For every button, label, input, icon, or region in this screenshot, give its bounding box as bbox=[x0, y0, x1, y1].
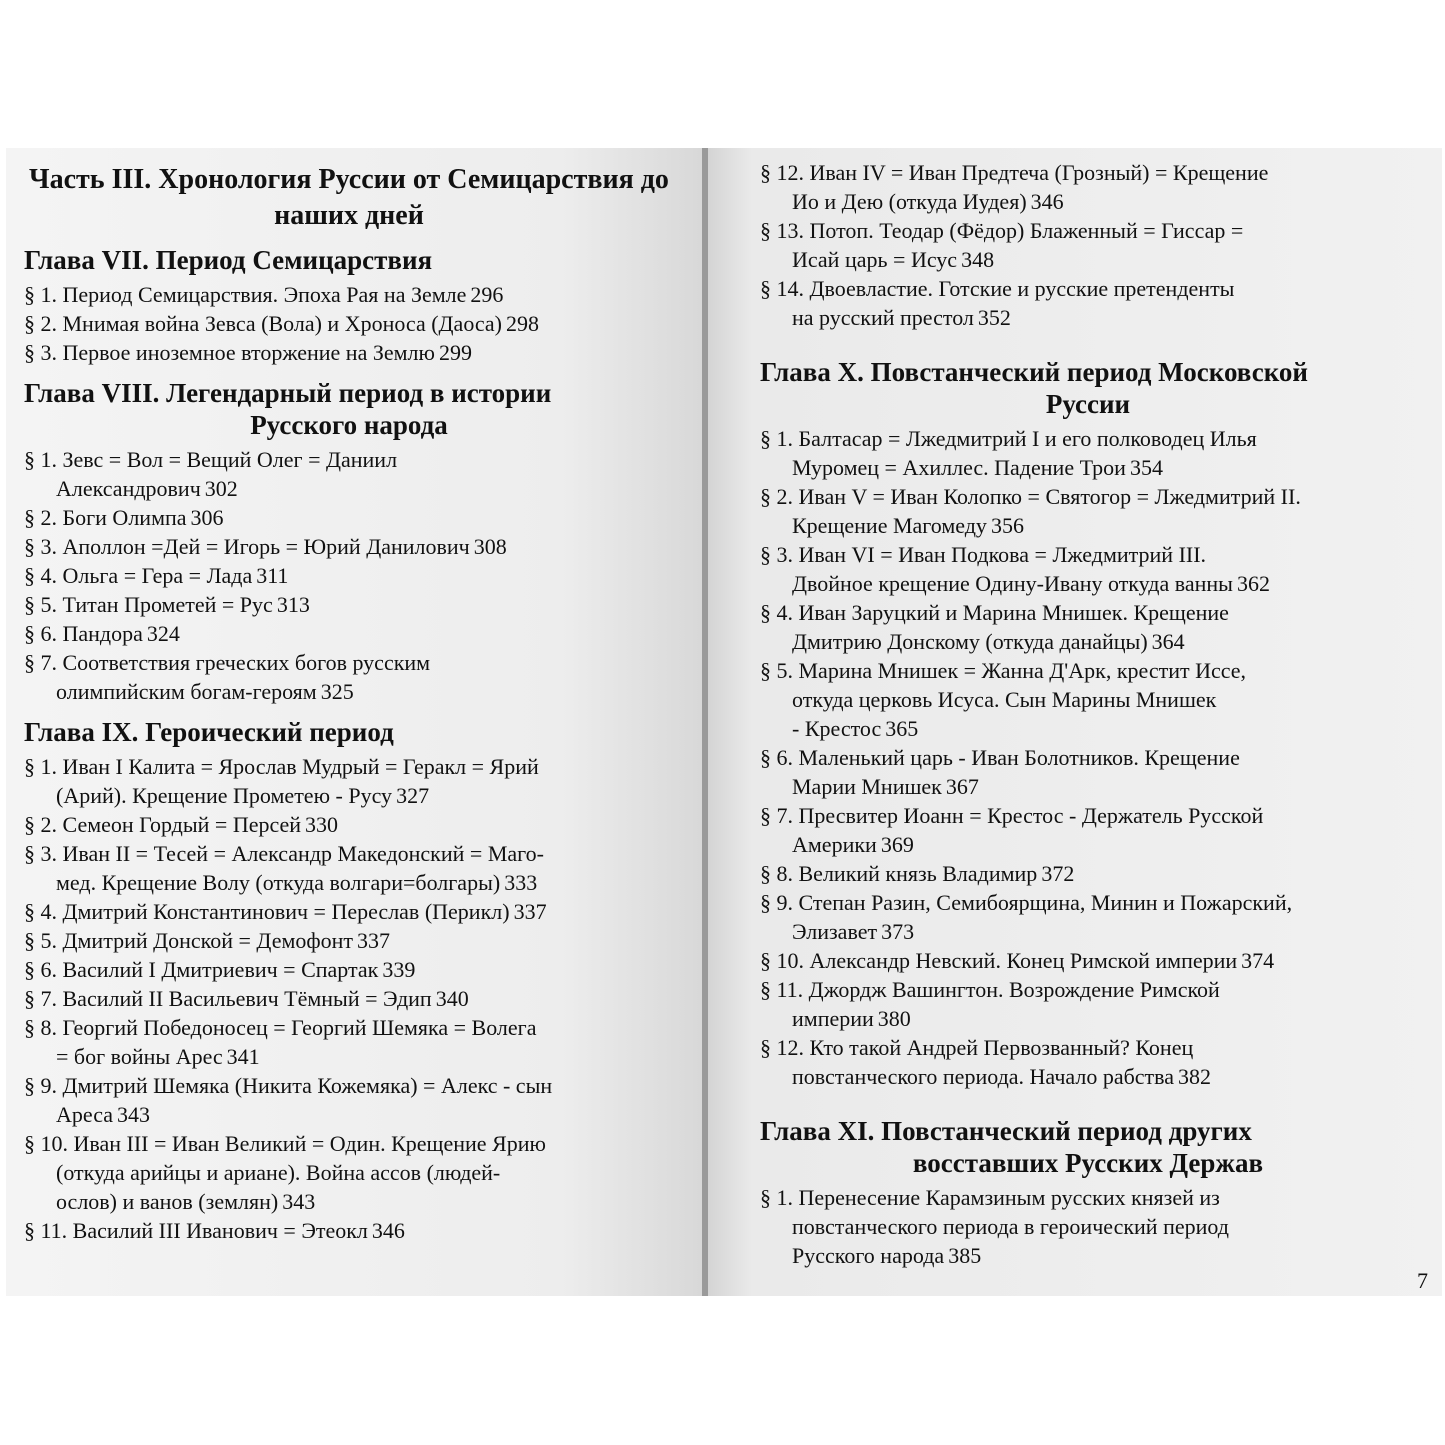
toc-entry-text: - Крестос bbox=[792, 716, 882, 741]
toc-entry-line bbox=[24, 309, 674, 338]
toc-entry-text: повстанческого периода. Начало рабства bbox=[792, 1064, 1175, 1089]
toc-entry-line bbox=[760, 714, 1416, 743]
toc-entry-text: § 10. Александр Невский. Конец Римской империи bbox=[760, 948, 1238, 973]
toc-entry-text: § 1. Перенесение Карамзиным русских князей из bbox=[760, 1185, 1220, 1210]
toc-entry bbox=[760, 1183, 1416, 1270]
toc-entry-text: § 7. Василий II Васильевич Тёмный = Эдип bbox=[24, 986, 432, 1011]
toc-entry-text: Ио и Дею (откуда Иудея) bbox=[792, 189, 1027, 214]
toc-entry bbox=[760, 598, 1416, 656]
toc-entry bbox=[24, 338, 674, 367]
toc-page-number: 382 bbox=[1178, 1064, 1212, 1089]
toc-entry-line bbox=[24, 590, 674, 619]
toc-entry-text: § 14. Двоевластие. Готские и русские претенденты bbox=[760, 276, 1235, 301]
toc-entry-text: § 10. Иван III = Иван Великий = Один. Крещение Ярию bbox=[24, 1131, 546, 1156]
toc-entry-text: ослов) и ванов (землян) bbox=[56, 1189, 279, 1214]
toc-page-number: 298 bbox=[505, 311, 539, 336]
toc-page-number: 352 bbox=[977, 305, 1011, 330]
toc-entry-text: § 5. Дмитрий Донской = Демофонт bbox=[24, 928, 354, 953]
toc-entry-text: повстанческого периода в героический период bbox=[792, 1214, 1229, 1239]
toc-entry-line bbox=[760, 830, 1416, 859]
toc-entry-text: мед. Крещение Волу (откуда волгари=болгары) bbox=[56, 870, 501, 895]
toc-entry-line bbox=[760, 187, 1416, 216]
toc-entry bbox=[24, 648, 674, 706]
toc-entry bbox=[24, 984, 674, 1013]
toc-entry-text: § 3. Первое иноземное вторжение на Землю bbox=[24, 340, 435, 365]
toc-entry bbox=[24, 926, 674, 955]
toc-entry bbox=[24, 619, 674, 648]
toc-page-number: 330 bbox=[305, 812, 339, 837]
toc-entry-line bbox=[760, 627, 1416, 656]
toc-entry-text: Дмитрию Донскому (откуда данайцы) bbox=[792, 629, 1148, 654]
toc-entry-text: на русский престол bbox=[792, 305, 974, 330]
toc-entry-line bbox=[24, 280, 674, 309]
toc-entry-text: § 2. Семеон Гордый = Персей bbox=[24, 812, 302, 837]
toc-entry bbox=[760, 540, 1416, 598]
toc-page-number: 365 bbox=[885, 716, 919, 741]
toc-entry bbox=[760, 656, 1416, 743]
chapter-title-cont: восставших Русских Держав bbox=[912, 1148, 1264, 1178]
toc-page-number: 372 bbox=[1041, 861, 1075, 886]
toc-entry-text: § 2. Мнимая война Зевса (Вола) и Хроноса (Даоса) bbox=[24, 311, 502, 336]
chapter-title bbox=[760, 1115, 1416, 1179]
toc-entry bbox=[24, 955, 674, 984]
toc-entry bbox=[760, 216, 1416, 274]
toc-entry bbox=[760, 888, 1416, 946]
toc-entry-text: § 1. Период Семицарствия. Эпоха Рая на Земле bbox=[24, 282, 467, 307]
chapter-title-cont: Русского народа bbox=[250, 410, 448, 440]
toc-entry-text: § 1. Зевс = Вол = Вещий Олег = Даниил bbox=[24, 447, 398, 472]
toc-entry-text: § 12. Кто такой Андрей Первозванный? Конец bbox=[760, 1035, 1194, 1060]
toc-page-number: 364 bbox=[1151, 629, 1185, 654]
toc-entry bbox=[24, 561, 674, 590]
toc-entry bbox=[760, 975, 1416, 1033]
chapter-title-text: Глава VII. Период Семицарствия bbox=[24, 245, 433, 275]
toc-entry-text: § 1. Балтасар = Лжедмитрий I и его полководец Илья bbox=[760, 426, 1257, 451]
toc-page-number: 325 bbox=[320, 679, 354, 704]
toc-entry-text: § 3. Иван VI = Иван Подкова = Лжедмитрий III. bbox=[760, 542, 1207, 567]
toc-page-number: 311 bbox=[256, 563, 289, 588]
page-number: 7 bbox=[1417, 1268, 1428, 1293]
toc-page-number: 302 bbox=[204, 476, 238, 501]
toc-entry-line bbox=[760, 1062, 1416, 1091]
toc-entry bbox=[760, 158, 1416, 216]
toc-entry bbox=[760, 743, 1416, 801]
toc-entry-text: Александрович bbox=[56, 476, 201, 501]
toc-entry-line bbox=[24, 503, 674, 532]
toc-entry-line bbox=[24, 984, 674, 1013]
toc-entry-line bbox=[24, 1100, 674, 1129]
toc-entry-text: Исай царь = Исус bbox=[792, 247, 958, 272]
toc-entry-line bbox=[24, 868, 674, 897]
toc-page-number: 340 bbox=[435, 986, 469, 1011]
toc-page-number: 337 bbox=[513, 899, 547, 924]
toc-entry-line bbox=[24, 619, 674, 648]
chapter-title-cont: Руссии bbox=[1045, 389, 1131, 419]
toc-entry-line bbox=[760, 946, 1416, 975]
toc-entry bbox=[24, 1216, 674, 1245]
toc-entry-text: § 8. Георгий Победоносец = Георгий Шемяка = Волега bbox=[24, 1015, 537, 1040]
toc-entry-text: § 8. Великий князь Владимир bbox=[760, 861, 1038, 886]
right-page-content bbox=[760, 158, 1416, 1270]
toc-entry bbox=[24, 1013, 674, 1071]
toc-page-number: 369 bbox=[880, 832, 914, 857]
toc-entry-line bbox=[24, 897, 674, 926]
toc-page-number: 362 bbox=[1236, 571, 1270, 596]
toc-entry-text: § 1. Иван I Калита = Ярослав Мудрый = Геракл = Ярий bbox=[24, 754, 539, 779]
toc-page-number: 373 bbox=[881, 919, 915, 944]
toc-entry bbox=[24, 752, 674, 810]
toc-entry-text: Ареса bbox=[56, 1102, 113, 1127]
toc-entry-line bbox=[24, 1216, 674, 1245]
chapter-title bbox=[760, 356, 1416, 420]
chapter-title-text: Глава X. Повстанческий период Московской bbox=[760, 357, 1308, 387]
toc-page-number: 333 bbox=[504, 870, 538, 895]
toc-entry-text: § 7. Соответствия греческих богов русским bbox=[24, 650, 431, 675]
toc-page-number: 324 bbox=[146, 621, 180, 646]
toc-entry-line bbox=[760, 1241, 1416, 1270]
chapter-title bbox=[24, 716, 674, 748]
toc-page-number: 337 bbox=[357, 928, 391, 953]
toc-entry-line bbox=[760, 917, 1416, 946]
toc-entry-line bbox=[760, 859, 1416, 888]
chapter-title-text: Глава XI. Повстанческий период других bbox=[760, 1116, 1252, 1146]
toc-entry bbox=[24, 1071, 674, 1129]
toc-entry-text: § 6. Василий I Дмитриевич = Спартак bbox=[24, 957, 379, 982]
toc-entry-text: олимпийским богам-героям bbox=[56, 679, 317, 704]
toc-entry-text: Крещение Магомеду bbox=[792, 513, 987, 538]
toc-entry-line bbox=[24, 532, 674, 561]
toc-entry bbox=[24, 503, 674, 532]
chapter-title-text: Глава VIII. Легендарный период в истории bbox=[24, 378, 552, 408]
toc-entry-line bbox=[24, 810, 674, 839]
toc-entry-line bbox=[24, 338, 674, 367]
toc-entry-text: Марии Мнишек bbox=[792, 774, 942, 799]
toc-entry-text: § 2. Боги Олимпа bbox=[24, 505, 187, 530]
toc-entry-line bbox=[760, 511, 1416, 540]
toc-entry bbox=[24, 839, 674, 897]
toc-entry-text: Русского народа bbox=[792, 1243, 945, 1268]
toc-entry-text: § 4. Ольга = Гера = Лада bbox=[24, 563, 253, 588]
toc-entry-text: § 11. Василий III Иванович = Этеокл bbox=[24, 1218, 368, 1243]
toc-entry bbox=[24, 810, 674, 839]
toc-entry-text: Америки bbox=[792, 832, 877, 857]
toc-entry-text: § 9. Степан Разин, Семибоярщина, Минин и Пожарский, bbox=[760, 890, 1293, 915]
toc-entry-text: § 9. Дмитрий Шемяка (Никита Кожемяка) = Алекс - сын bbox=[24, 1073, 553, 1098]
toc-page-number: 299 bbox=[438, 340, 472, 365]
toc-entry bbox=[760, 801, 1416, 859]
toc-entry-text: = бог войны Арес bbox=[56, 1044, 223, 1069]
toc-page-number: 354 bbox=[1129, 455, 1163, 480]
toc-entry bbox=[760, 274, 1416, 332]
toc-entry-line bbox=[760, 569, 1416, 598]
toc-page-number: 308 bbox=[473, 534, 507, 559]
toc-entry-text: откуда церковь Исуса. Сын Марины Мнишек bbox=[792, 687, 1217, 712]
toc-entry bbox=[760, 946, 1416, 975]
toc-page-number: 348 bbox=[961, 247, 995, 272]
toc-entry-line bbox=[24, 955, 674, 984]
book-spread bbox=[6, 148, 1442, 1296]
toc-page-number: 374 bbox=[1241, 948, 1275, 973]
toc-entry-text: § 6. Маленький царь - Иван Болотников. Крещение bbox=[760, 745, 1240, 770]
toc-entry bbox=[24, 1129, 674, 1216]
toc-entry-line bbox=[24, 781, 674, 810]
toc-entry-line bbox=[24, 1042, 674, 1071]
toc-entry-line bbox=[760, 245, 1416, 274]
toc-page-number: 306 bbox=[190, 505, 224, 530]
toc-entry-text: § 7. Пресвитер Иоанн = Крестос - Держатель Русской bbox=[760, 803, 1264, 828]
toc-entry-text: § 13. Потоп. Теодар (Фёдор) Блаженный = Гиссар = bbox=[760, 218, 1244, 243]
toc-entry-line bbox=[24, 561, 674, 590]
toc-page-number: 346 bbox=[371, 1218, 405, 1243]
chapter-title bbox=[24, 244, 674, 276]
toc-entry-text: Двойное крещение Одину-Ивану откуда ванны bbox=[792, 571, 1233, 596]
toc-entry-text: § 2. Иван V = Иван Колопко = Святогор = Лжедмитрий II. bbox=[760, 484, 1301, 509]
toc-entry-line bbox=[24, 926, 674, 955]
toc-entry bbox=[24, 590, 674, 619]
toc-page-number: 296 bbox=[470, 282, 504, 307]
toc-entry-line bbox=[760, 453, 1416, 482]
toc-entry-text: § 5. Титан Прометей = Рус bbox=[24, 592, 273, 617]
toc-entry-text: § 3. Иван II = Тесей = Александр Македонский = Маго- bbox=[24, 841, 544, 866]
toc-entry-line bbox=[760, 1004, 1416, 1033]
toc-page-number: 356 bbox=[990, 513, 1024, 538]
right-page bbox=[708, 148, 1442, 1296]
toc-entry bbox=[24, 280, 674, 309]
toc-page-number: 346 bbox=[1030, 189, 1064, 214]
toc-entry-line bbox=[760, 303, 1416, 332]
toc-entry bbox=[24, 897, 674, 926]
toc-entry bbox=[760, 1033, 1416, 1091]
toc-entry-text: Муромец = Ахиллес. Падение Трои bbox=[792, 455, 1126, 480]
toc-entry-text: § 4. Иван Заруцкий и Марина Мнишек. Крещение bbox=[760, 600, 1229, 625]
toc-entry bbox=[760, 482, 1416, 540]
toc-page-number: 385 bbox=[948, 1243, 982, 1268]
toc-page-number: 380 bbox=[877, 1006, 911, 1031]
toc-page-number: 367 bbox=[945, 774, 979, 799]
toc-entry-line bbox=[24, 474, 674, 503]
toc-entry-line bbox=[760, 772, 1416, 801]
toc-entry-text: (откуда арийцы и ариане). Война ассов (людей- bbox=[56, 1160, 501, 1185]
left-page bbox=[6, 148, 702, 1296]
toc-page-number: 339 bbox=[382, 957, 416, 982]
toc-entry-text: § 4. Дмитрий Константинович = Переслав (Перикл) bbox=[24, 899, 510, 924]
toc-entry bbox=[24, 309, 674, 338]
toc-entry-text: империи bbox=[792, 1006, 874, 1031]
toc-entry-text: Элизавет bbox=[792, 919, 878, 944]
toc-entry-text: § 6. Пандора bbox=[24, 621, 143, 646]
toc-entry bbox=[24, 445, 674, 503]
toc-entry-text: § 12. Иван IV = Иван Предтеча (Грозный) = Крещение bbox=[760, 160, 1269, 185]
toc-entry-text: (Арий). Крещение Прометею - Русу bbox=[56, 783, 393, 808]
toc-entry-line bbox=[24, 677, 674, 706]
toc-entry-text: § 11. Джордж Вашингтон. Возрождение Римской bbox=[760, 977, 1220, 1002]
left-page-content bbox=[24, 162, 674, 1245]
toc-entry-text: § 5. Марина Мнишек = Жанна Д'Арк, крестит Иссе, bbox=[760, 658, 1247, 683]
part-title: Часть III. Хронология Руссии от Семицарствия до наших дней bbox=[29, 164, 669, 231]
chapter-title bbox=[24, 377, 674, 441]
toc-page-number: 313 bbox=[276, 592, 310, 617]
toc-entry-line bbox=[24, 1187, 674, 1216]
toc-page-number: 327 bbox=[396, 783, 430, 808]
toc-entry bbox=[760, 424, 1416, 482]
toc-entry bbox=[760, 859, 1416, 888]
toc-page-number: 343 bbox=[282, 1189, 316, 1214]
toc-page-number: 341 bbox=[226, 1044, 260, 1069]
toc-entry-text: § 3. Аполлон =Дей = Игорь = Юрий Данилович bbox=[24, 534, 470, 559]
toc-entry bbox=[24, 532, 674, 561]
chapter-title-text: Глава IX. Героический период bbox=[24, 717, 394, 747]
toc-page-number: 343 bbox=[117, 1102, 150, 1127]
